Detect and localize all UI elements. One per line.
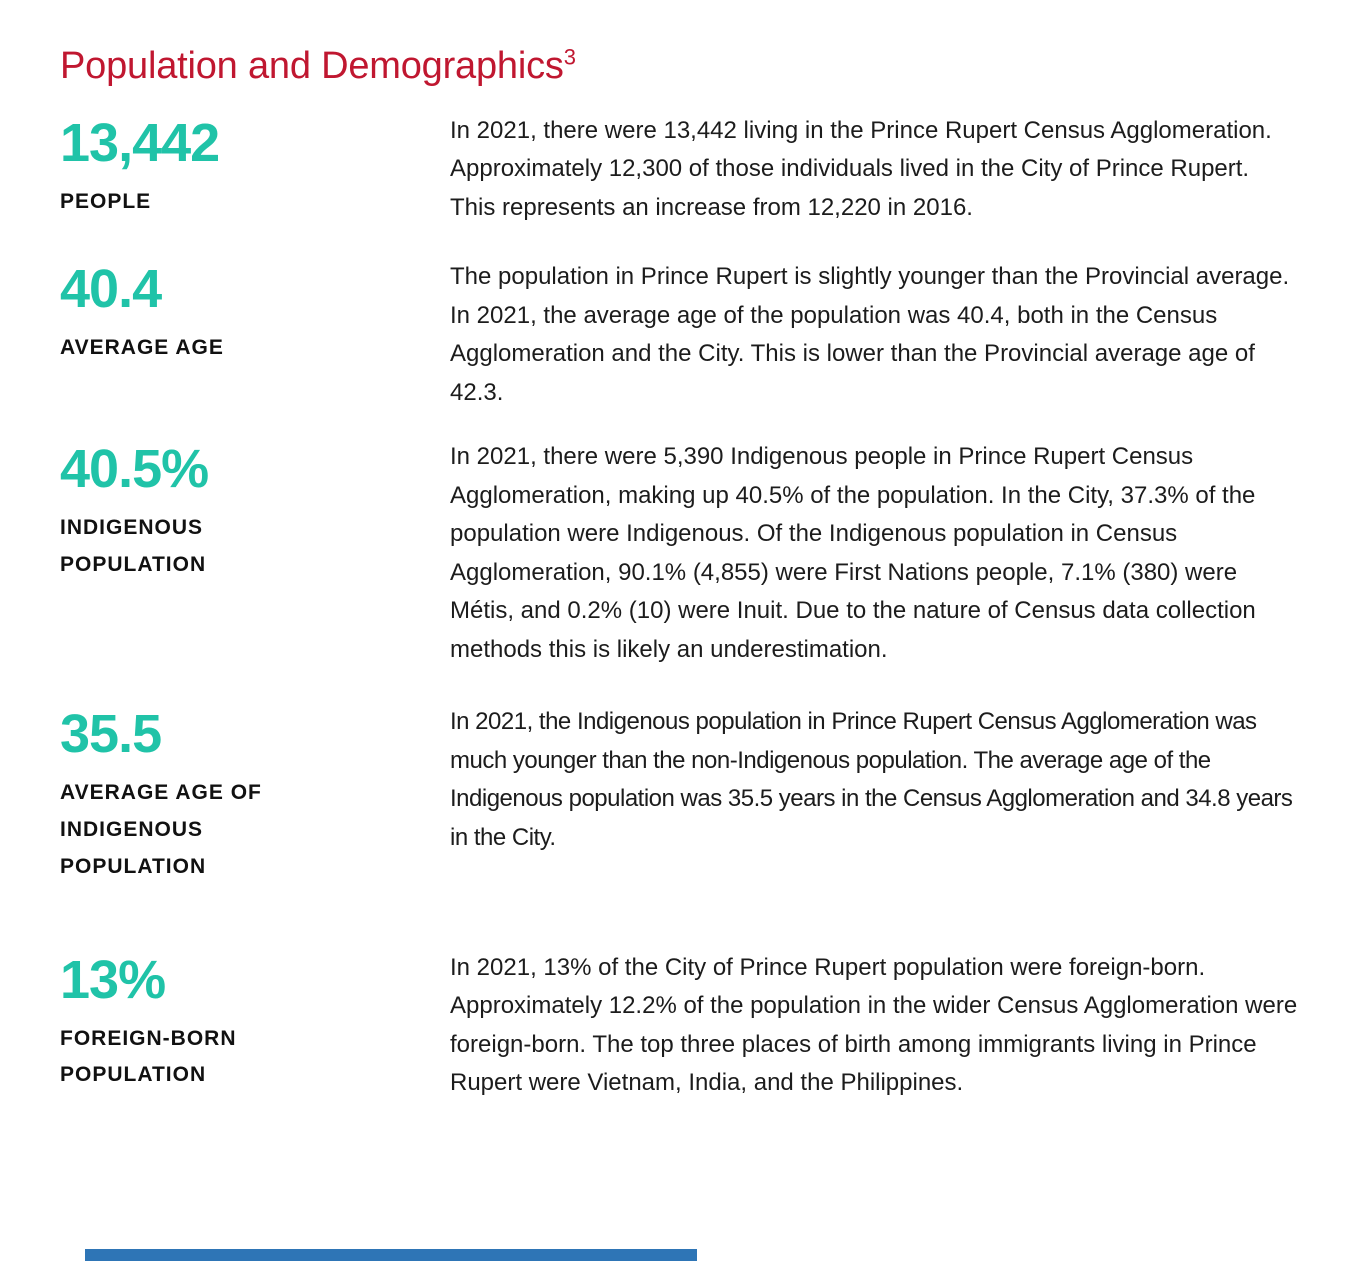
stat-block-indigenous-population <box>60 438 450 584</box>
stat-row-people <box>60 112 1298 228</box>
stat-value-people: 13,442 <box>60 112 220 173</box>
stat-paragraph-indigenous-population: In 2021, there were 5,390 Indigenous people in Prince Rupert Census Agglomeration, making up 40.5% of the population. In the City, 37.3% of the population were Indigenous. Of the Indigenous population in Census Agglomeration, 90.1% (4,855) were First Nations people, 7.1% (380) were Métis, and 0.2% (10) were Inuit. Due to the nature of Census data collection methods this is likely an underestimation. <box>450 443 1256 663</box>
page-title <box>60 46 1298 88</box>
stat-label-people: PEOPLE <box>60 189 152 213</box>
stat-block-foreign-born <box>60 949 450 1095</box>
paragraph-col-average-age <box>450 258 1298 412</box>
stat-label-indigenous-average-age: AVERAGE AGE OF INDIGENOUS POPULATION <box>60 781 262 878</box>
stat-value-foreign-born: 13% <box>60 949 166 1010</box>
stat-block-indigenous-average-age <box>60 703 450 885</box>
stat-label-average-age: AVERAGE AGE <box>60 336 224 360</box>
stat-row-average-age <box>60 258 1298 412</box>
stat-label-foreign-born: FOREIGN-BORN POPULATION <box>60 1026 237 1087</box>
paragraph-col-people <box>450 112 1298 228</box>
stat-paragraph-foreign-born: In 2021, 13% of the City of Prince Rupert population were foreign-born. Approximately 12.2% of the population in the wider Census Agglomeration were foreign-born. The top three places of birth among immigrants living in Prince Rupert were Vietnam, India, and the Philippines. <box>450 953 1298 1097</box>
title-footnote-superscript: 3 <box>563 44 576 70</box>
stat-value-indigenous-population: 40.5% <box>60 439 209 500</box>
stat-value-indigenous-average-age: 35.5 <box>60 704 162 765</box>
footer-accent-bar <box>85 1249 697 1261</box>
stat-paragraph-people: In 2021, there were 13,442 living in the Prince Rupert Census Agglomeration. Approximately 12,300 of those individuals lived in the City of Prince Rupert. This represents an increase from 12,220 in 2016. <box>450 116 1272 221</box>
stat-row-indigenous-average-age <box>60 703 1298 885</box>
paragraph-col-indigenous-average-age <box>450 703 1298 857</box>
stat-block-people <box>60 112 450 221</box>
page-title-text: Population and Demographics <box>60 45 564 87</box>
stat-row-foreign-born <box>60 949 1298 1103</box>
paragraph-col-indigenous-population <box>450 438 1298 669</box>
paragraph-col-foreign-born <box>450 949 1298 1103</box>
stat-value-average-age: 40.4 <box>60 259 162 320</box>
stat-label-indigenous-population: INDIGENOUS POPULATION <box>60 516 207 577</box>
stat-row-indigenous-population <box>60 438 1298 669</box>
stat-paragraph-indigenous-average-age: In 2021, the Indigenous population in Prince Rupert Census Agglomeration was much younger than the non-Indigenous population. The average age of the Indigenous population was 35.5 years in the Census Agglomeration and 34.8 years in the City. <box>450 708 1293 851</box>
stat-paragraph-average-age: The population in Prince Rupert is slightly younger than the Provincial average. In 2021, the average age of the population was 40.4, both in the Census Agglomeration and the City. This is lower than the Provincial average age of 42.3. <box>450 263 1290 406</box>
stat-block-average-age <box>60 258 450 367</box>
